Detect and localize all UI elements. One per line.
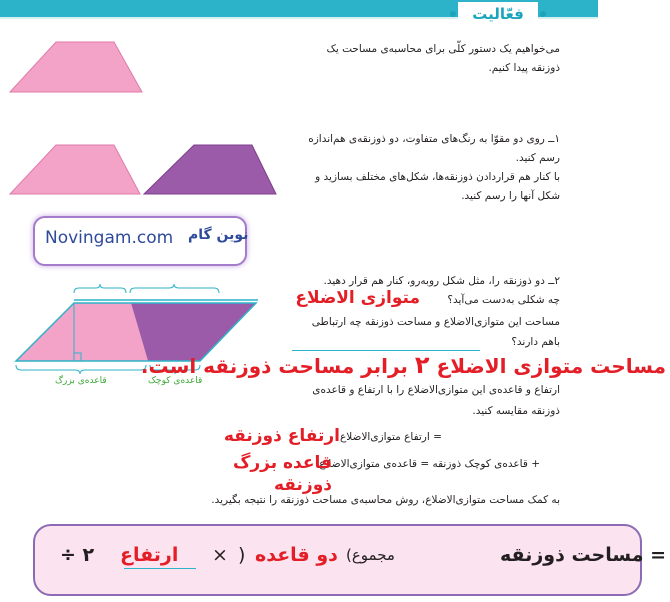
formula-div: ÷ ۲ <box>60 544 95 566</box>
formula-sum-answer: دو قاعده <box>255 544 338 566</box>
step2-line-6: ذوزنقه مقایسه کنید. <box>472 405 560 417</box>
intro-line-1: می‌خواهیم یک دستور کلّی برای محاسبه‌ی مساحت یک <box>326 43 560 55</box>
formula-sum-open: (مجموع <box>346 546 395 564</box>
small-base-label: قاعده‌ی کوچک <box>148 376 203 386</box>
step1-trapezoids <box>8 143 284 198</box>
answer-relation-part-a: مساحت متوازی الاضلاع <box>436 354 666 378</box>
relation-2-answer: قاعده بزرگ ذوزنقه <box>232 453 332 495</box>
formula-lhs: مساحت ذوزنقه = <box>500 544 667 566</box>
formula-height-line <box>124 568 196 569</box>
intro-text <box>285 40 560 78</box>
intro-trapezoid <box>8 40 148 95</box>
relation-1-label: = ارتفاع متوازی‌الاضلاع <box>340 431 442 443</box>
step1-line-3: با کنار هم قراردادن ذوزنقه‌ها، شکل‌های مختلف بسازید و <box>315 171 560 183</box>
answer-relation-number: ۲ <box>414 351 430 379</box>
answer-relation-part-b: برابر مساحت ذوزنقه است. <box>140 354 408 378</box>
formula-times: × <box>212 544 228 566</box>
watermark-persian: نوین گام <box>188 227 249 243</box>
answer-area-relation <box>140 351 666 379</box>
relation-2-label: + قاعده‌ی کوچک ذوزنقه = قاعده‌ی متوازی‌الاضلاع <box>319 458 540 470</box>
step2-line-3: مساحت این متوازی‌الاضلاع و مساحت ذوزنقه چه ارتباطی <box>311 316 560 328</box>
header-dot-right <box>540 11 546 17</box>
step2-line-1: ۲ــ دو ذوزنقه را، مثل شکل روبه‌رو، کنار هم قرار دهید. <box>323 275 560 287</box>
step1-line-4: شکل آنها را رسم کنید. <box>461 190 560 202</box>
formula-sum-close: ) <box>238 544 246 566</box>
formula-height-answer: ارتفاع <box>120 544 179 566</box>
step1-text <box>285 130 560 206</box>
relation-1-answer: ارتفاع ذوزنقه <box>223 426 340 446</box>
big-base-label: قاعده‌ی بزرگ <box>55 376 107 386</box>
conclusion-text: به کمک مساحت متوازی‌الاضلاع، روش محاسبه‌ی مساحت ذوزنقه را نتیجه بگیرید. <box>211 494 560 506</box>
activity-title: فعّالیت <box>458 2 538 26</box>
header-dot-left <box>450 11 456 17</box>
answer-parallelogram: متوازی الاضلاع <box>295 288 420 308</box>
step2-line-4: باهم دارند؟ <box>511 336 560 348</box>
step2-line-2: چه شکلی به‌دست می‌آید؟ <box>447 294 560 306</box>
answer-line <box>292 350 480 351</box>
step1-line-2: رسم کنید. <box>515 152 560 164</box>
intro-line-2: ذوزنقه پیدا کنیم. <box>488 62 560 74</box>
watermark-text: Novingam.com <box>45 228 174 248</box>
step2-line-5: ارتفاع و قاعده‌ی این متوازی‌الاضلاع را با ارتفاع و قاعده‌ی <box>312 384 560 396</box>
step1-line-1: ۱ــ روی دو مقوّا به رنگ‌های متفاوت، دو ذوزنقه‌ی هم‌اندازه <box>308 133 560 145</box>
